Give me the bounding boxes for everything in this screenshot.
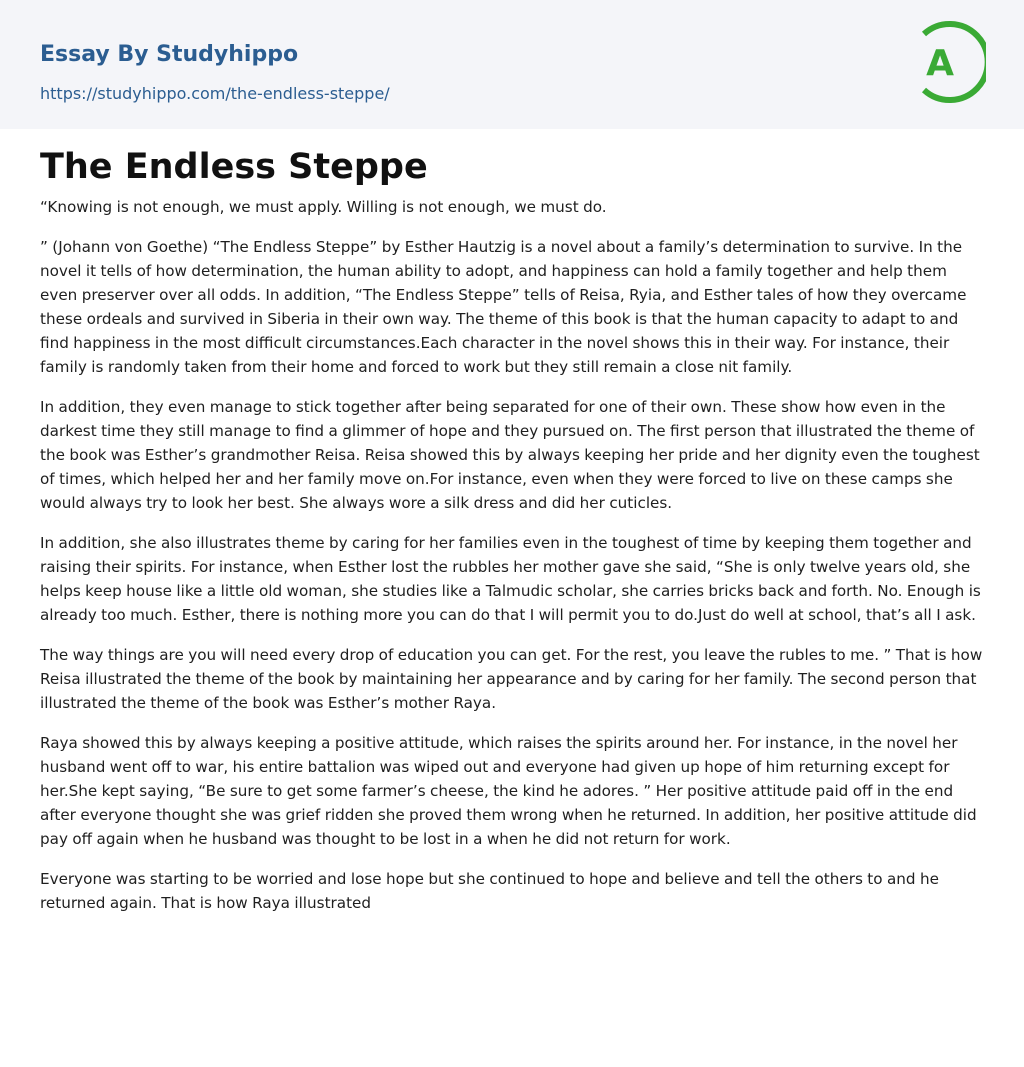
essay-paragraph: Raya showed this by always keeping a positive attitude, which raises the spirits around her. For instance, in the novel her husband went off to war, his entire battalion was wiped out and everyone had given up hope of him returning except for her.She kept saying, “Be sure to get some farmer’s cheese, the kind he adores. ” Her positive attitude paid off in the end after everyone thought she was grief ridden she proved them wrong when he returned. In addition, her positive attitude did pay off again when he husband was thought to be lost in a when he did not return for work. xyxy=(40,734,977,848)
essay-paragraph: “Knowing is not enough, we must apply. Willing is not enough, we must do. xyxy=(40,198,607,216)
brand-title[interactable]: Essay By Studyhippo xyxy=(40,42,299,67)
essay-paragraph: Everyone was starting to be worried and lose hope but she continued to hope and believe and tell the others to and he returned again. That is how Raya illustrated xyxy=(40,870,939,912)
site-header xyxy=(0,0,1024,129)
logo-letter: A xyxy=(926,43,954,84)
essay-body xyxy=(40,195,986,931)
essay-paragraph: In addition, she also illustrates theme by caring for her families even in the toughest of time by keeping them together and raising their spirits. For instance, when Esther lost the rubbles her mother gave she said, “She is only twelve years old, she helps keep house like a little old woman, she studies like a Talmudic scholar, she carries bricks back and forth. No. Enough is already too much. Esther, there is nothing more you can do that I will permit you to do.Just do well at school, that’s all I ask. xyxy=(40,534,981,624)
studyhippo-logo-icon[interactable] xyxy=(912,19,986,105)
essay-url-link[interactable]: https://studyhippo.com/the-endless-steppe/ xyxy=(40,84,390,103)
page-title: The Endless Steppe xyxy=(40,147,428,187)
essay-paragraph: ” (Johann von Goethe) “The Endless Steppe” by Esther Hautzig is a novel about a family’s determination to survive. In the novel it tells of how determination, the human ability to adopt, and happiness can hold a family together and help them even preserver over all odds. In addition, “The Endless Steppe” tells of Reisa, Ryia, and Esther tales of how they overcame these ordeals and survived in Siberia in their own way. The theme of this book is that the human capacity to adapt to and find happiness in the most difficult circumstances.Each character in the novel shows this in their way. For instance, their family is randomly taken from their home and forced to work but they still remain a close nit family. xyxy=(40,238,967,376)
essay-paragraph: In addition, they even manage to stick together after being separated for one of their own. These show how even in the darkest time they still manage to find a glimmer of hope and they pursued on. The first person that illustrated the theme of the book was Esther’s grandmother Reisa. Reisa showed this by always keeping her pride and her dignity even the toughest of times, which helped her and her family move on.For instance, even when they were forced to live on these camps she would always try to look her best. She always wore a silk dress and did her cuticles. xyxy=(40,398,980,512)
essay-paragraph: The way things are you will need every drop of education you can get. For the rest, you leave the rubles to me. ” That is how Reisa illustrated the theme of the book by maintaining her appearance and by caring for her family. The second person that illustrated the theme of the book was Esther’s mother Raya. xyxy=(40,646,983,712)
